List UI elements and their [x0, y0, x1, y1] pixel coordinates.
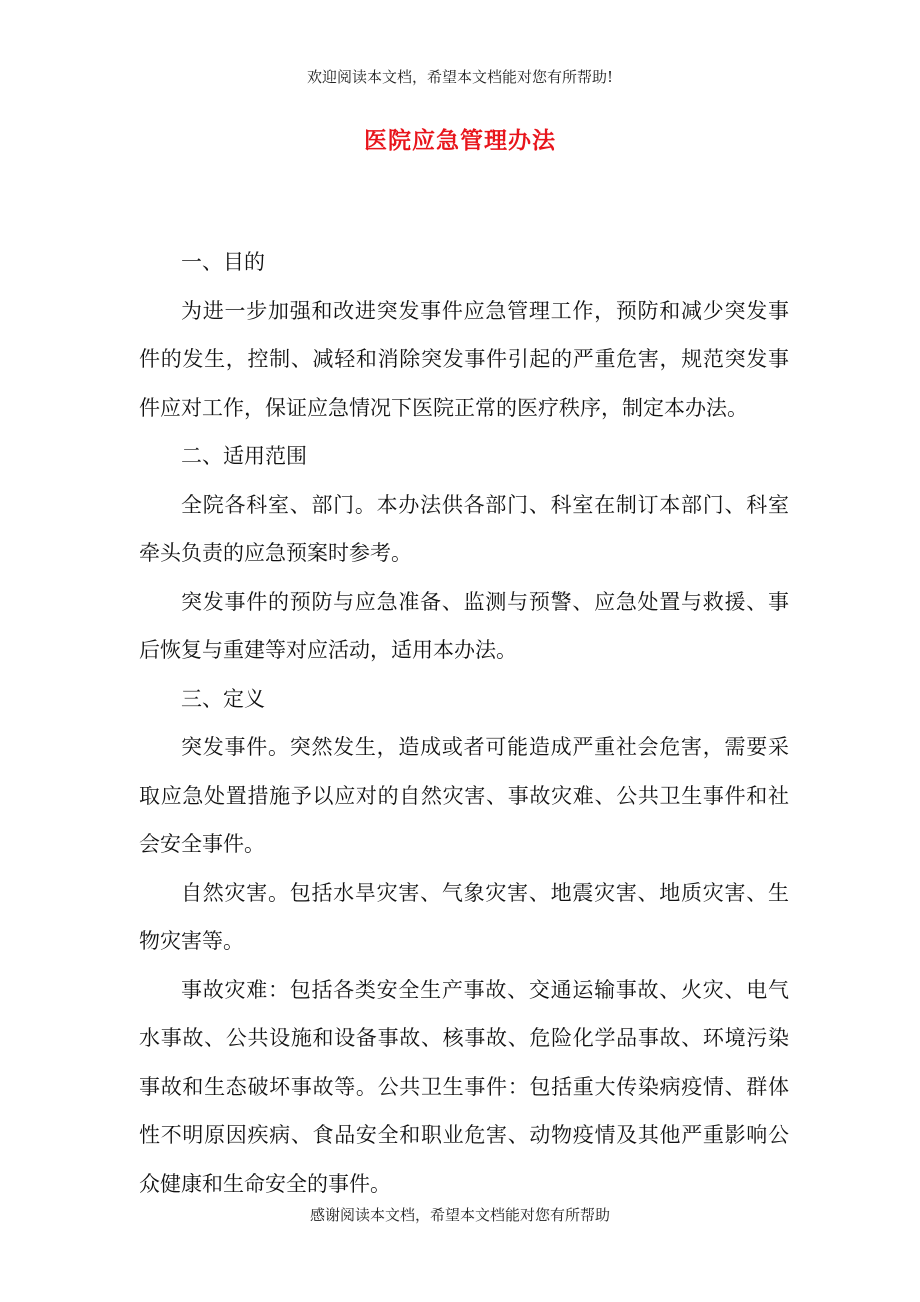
- section-heading-scope: 二、适用范围: [181, 444, 307, 468]
- document-title: 医院应急管理办法: [364, 127, 556, 154]
- header-note: 欢迎阅读本文档，希望本文档能对您有所帮助!: [306, 68, 614, 86]
- paragraph-purpose: 为进一步加强和改进突发事件应急管理工作，预防和减少突发事件的发生，控制、减轻和消除突发事件引起的严重危害，规范突发事件应对工作，保证应急情况下医院正常的医疗秩序，制定本办法。: [139, 298, 789, 420]
- section-heading-definition: 三、定义: [181, 686, 265, 711]
- section-heading-purpose: 一、目的: [181, 250, 265, 274]
- paragraph-scope-2: 突发事件的预防与应急准备、监测与预警、应急处置与救援、事后恢复与重建等对应活动，适用本办法。: [139, 589, 789, 662]
- footer-note: 感谢阅读本文档，希望本文档能对您有所帮助: [309, 1206, 610, 1224]
- document-body: [139, 238, 789, 1208]
- paragraph-definition-accident: 事故灾难：包括各类安全生产事故、交通运输事故、火灾、电气水事故、公共设施和设备事故、核事故、危险化学品事故、环境污染事故和生态破坏事故等。公共卫生事件：包括重大传染病疫情、群体性不明原因疾病、食品安全和职业危害、动物疫情及其他严重影响公众健康和生命安全的事件。: [139, 977, 789, 1196]
- paragraph-definition-natural-disaster: 自然灾害。包括水旱灾害、气象灾害、地震灾害、地质灾害、生物灾害等。: [139, 880, 789, 953]
- paragraph-definition-emergency: 突发事件。突然发生，造成或者可能造成严重社会危害，需要采取应急处置措施予以应对的自然灾害、事故灾难、公共卫生事件和社会安全事件。: [139, 735, 789, 856]
- paragraph-scope-1: 全院各科室、部门。本办法供各部门、科室在制订本部门、科室牵头负责的应急预案时参考。: [139, 492, 789, 565]
